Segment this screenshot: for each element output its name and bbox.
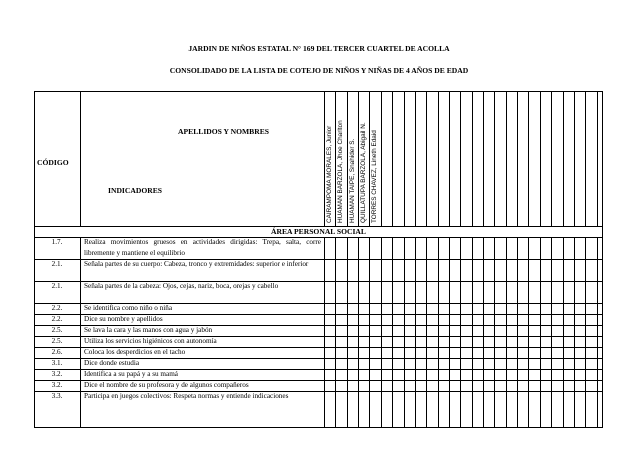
indicator-text: Dice su nombre y apellidos [84, 315, 163, 323]
grid-line [574, 237, 575, 428]
grid-line [551, 91, 552, 226]
indicator-code: 3.3. [51, 392, 63, 400]
grid-line [472, 237, 473, 428]
indicator-code: 2.5. [51, 337, 63, 345]
indicator-text: Señala partes de la cabeza: Ojos, cejas, nariz, boca, orejas y cabello [84, 282, 279, 290]
grid-line [506, 91, 507, 226]
indicator-code: 1.7. [51, 238, 63, 246]
grid-line [392, 91, 393, 226]
grid-line [335, 237, 336, 428]
student-name: CAIRAMPOMA MORALES, Junior [326, 125, 333, 223]
indicator-code: 3.2. [51, 381, 63, 389]
indicator-code: 2.6. [51, 348, 63, 356]
grid-line [597, 91, 598, 226]
grid-line [381, 91, 382, 226]
indicator-text: Señala partes de su cuerpo: Cabeza, tronco y extremidades: superior e inferior [84, 260, 309, 268]
grid-line [574, 91, 575, 226]
indicator-code: 3.1. [51, 359, 63, 367]
student-name: HUAMAN BARZOLA, Jhoe Charlton [337, 120, 345, 223]
grid-line [563, 91, 564, 226]
grid-line [324, 91, 325, 226]
grid-line [324, 237, 325, 428]
grid-line [517, 237, 518, 428]
grid-line [528, 91, 529, 226]
grid-line [415, 237, 416, 428]
grid-line [494, 91, 495, 226]
grid-line [438, 91, 439, 226]
grid-line [528, 237, 529, 428]
page-subtitle: CONSOLIDADO DE LA LISTA DE COTEJO DE NIÑOS Y NIÑAS DE 4 AÑOS DE EDAD [169, 66, 469, 75]
grid-line [426, 237, 427, 428]
grid-line [358, 91, 359, 226]
indicadores-header: INDICADORES [108, 186, 163, 195]
grid-line [80, 237, 81, 428]
grid-line [438, 237, 439, 428]
grid-line [381, 237, 382, 428]
grid-line [472, 91, 473, 226]
grid-line [460, 91, 461, 226]
grid-line [415, 91, 416, 226]
grid-line [347, 237, 348, 428]
codigo-header: CÓDIGO [37, 158, 69, 167]
indicator-text: Coloca los desperdicios en el tacho [84, 348, 186, 356]
indicator-code: 2.1. [51, 282, 63, 290]
student-name: QUILLATUPA BARZOLA, Abigail N. [360, 122, 368, 223]
grid-line [517, 91, 518, 226]
indicator-text: Utiliza los servicios higiénicos con autonomía [84, 337, 217, 345]
area-label: ÁREA PERSONAL SOCIAL [271, 227, 366, 236]
indicator-code: 2.1. [51, 260, 63, 268]
grid-line [460, 237, 461, 428]
indicator-text: Se lava la cara y las manos con agua y jabón [84, 326, 213, 334]
indicator-text: Dice el nombre de su profesora y de algunos compañeros [84, 381, 249, 389]
student-name: TORRES CHAVEZ, Lineth Edaid [371, 130, 379, 223]
grid-line [392, 237, 393, 428]
grid-line [597, 237, 598, 428]
grid-line [347, 91, 348, 226]
indicator-code: 2.5. [51, 326, 63, 334]
grid-line [551, 237, 552, 428]
grid-line [404, 91, 405, 226]
grid-line [358, 237, 359, 428]
indicator-text: Se identifica como niño o niña [84, 304, 173, 312]
apellidos-header: APELLIDOS Y NOMBRES [178, 127, 269, 136]
grid-line [426, 91, 427, 226]
grid-line [483, 91, 484, 226]
grid-line [449, 91, 450, 226]
grid-line [540, 91, 541, 226]
indicator-code: 2.2. [51, 315, 63, 323]
grid-line [494, 237, 495, 428]
student-name: HUAMAN TAIPE, Snahider S. [348, 138, 356, 223]
grid-line [563, 237, 564, 428]
grid-line [585, 237, 586, 428]
indicator-text: Dice donde estudia [84, 359, 140, 367]
indicator-code: 3.2. [51, 370, 63, 378]
indicator-text: Identifica a su papá y a su mamá [84, 370, 178, 378]
indicator-text: Participa en juegos colectivos: Respeta normas y entiende indicaciones [84, 392, 289, 400]
grid-line [80, 91, 81, 226]
grid-line [585, 91, 586, 226]
indicator-text: Realiza movimientos gruesos en actividades dirigidas: Trepa, salta, corre libremente y mantiene el equilibrio [84, 238, 321, 257]
grid-line [506, 237, 507, 428]
grid-line [540, 237, 541, 428]
grid-line [404, 237, 405, 428]
grid-line [449, 237, 450, 428]
grid-line [369, 237, 370, 428]
page-title: JARDIN DE NIÑOS ESTATAL N° 169 DEL TERCER CUARTEL DE ACOLLA [188, 44, 450, 53]
indicator-code: 2.2. [51, 304, 63, 312]
grid-line [483, 237, 484, 428]
